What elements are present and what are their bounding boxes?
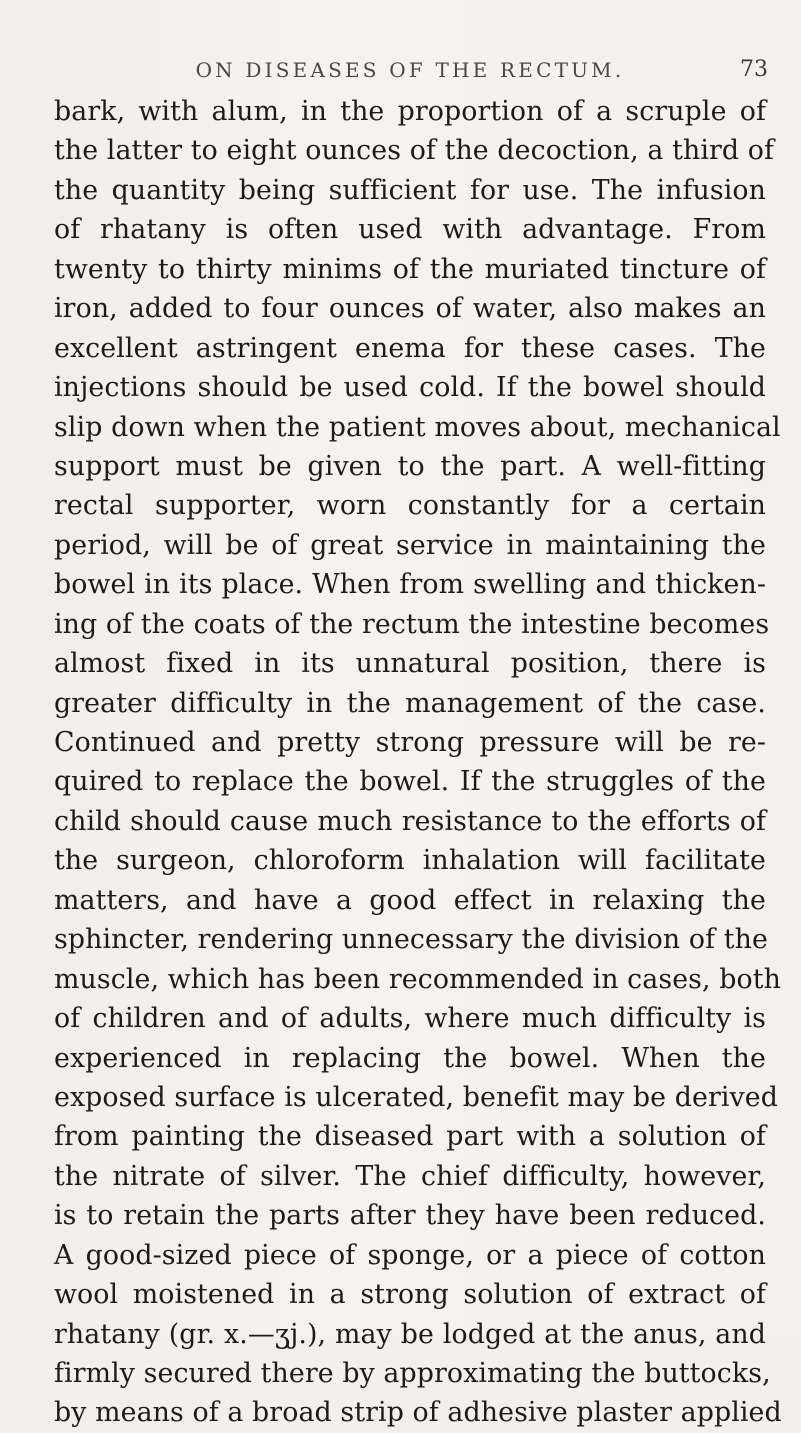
text-line: period, will be of great service in maintaining the <box>54 529 766 561</box>
text-line: of rhatany is often used with advantage. From <box>54 214 766 246</box>
text-line: firmly secured there by approximating the buttocks, <box>54 1358 771 1389</box>
text-line: exposed surface is ulcerated, benefit may be derived <box>54 1081 778 1113</box>
text-line: excellent astringent enema for these cases. The <box>54 332 766 364</box>
text-line: child should cause much resistance to the efforts of <box>54 805 766 837</box>
text-line: injections should be used cold. If the bowel should <box>54 372 766 404</box>
text-line: A good-sized piece of sponge, or a piece of cotton <box>54 1239 766 1271</box>
text-line: almost fixed in its unnatural position, there is <box>54 648 766 680</box>
text-line: iron, added to four ounces of water, also makes an <box>54 293 766 325</box>
text-line: slip down when the patient moves about, mechanical <box>54 411 781 443</box>
running-title: ON DISEASES OF THE RECTUM. <box>195 58 625 82</box>
text-line: is to retain the parts after they have been reduced. <box>54 1200 766 1232</box>
text-line: by means of a broad strip of adhesive plaster applied <box>54 1397 782 1429</box>
text-line: twenty to thirty minims of the muriated tincture of <box>54 253 766 285</box>
text-line: experienced in replacing the bowel. When the <box>54 1042 766 1074</box>
text-line: the nitrate of silver. The chief difficulty, however, <box>54 1160 766 1192</box>
text-line: muscle, which has been recommended in cases, both <box>54 963 781 995</box>
text-line: Continued and pretty strong pressure will be re- <box>54 727 766 758</box>
page-number: 73 <box>740 57 768 82</box>
text-line: rhatany (gr. x.—ʒj.), may be lodged at the anus, and <box>54 1318 766 1350</box>
text-line: bowel in its place. When from swelling and thicken- <box>54 569 766 601</box>
running-head <box>0 52 801 88</box>
text-line: quired to replace the bowel. If the struggles of the <box>54 766 766 798</box>
text-line: the surgeon, chloroform inhalation will facilitate <box>54 845 766 877</box>
text-line: greater difficulty in the management of the case. <box>54 687 766 719</box>
text-line: from painting the diseased part with a solution of <box>54 1121 766 1153</box>
text-line: ing of the coats of the rectum the intestine becomes <box>54 608 770 640</box>
text-line: support must be given to the part. A well-fitting <box>54 450 766 482</box>
body-text <box>54 92 782 1433</box>
text-line: wool moistened in a strong solution of extract of <box>54 1279 766 1311</box>
text-line: sphincter, rendering unnecessary the division of the <box>54 924 768 956</box>
text-line: matters, and have a good effect in relaxing the <box>54 884 766 916</box>
text-line: of children and of adults, where much difficulty is <box>54 1003 766 1035</box>
text-line: the latter to eight ounces of the decoction, a third of <box>54 135 775 167</box>
text-line: bark, with alum, in the proportion of a scruple of <box>54 96 766 127</box>
text-line: the quantity being sufficient for use. The infusion <box>54 174 766 206</box>
text-line: rectal supporter, worn constantly for a certain <box>54 490 766 522</box>
